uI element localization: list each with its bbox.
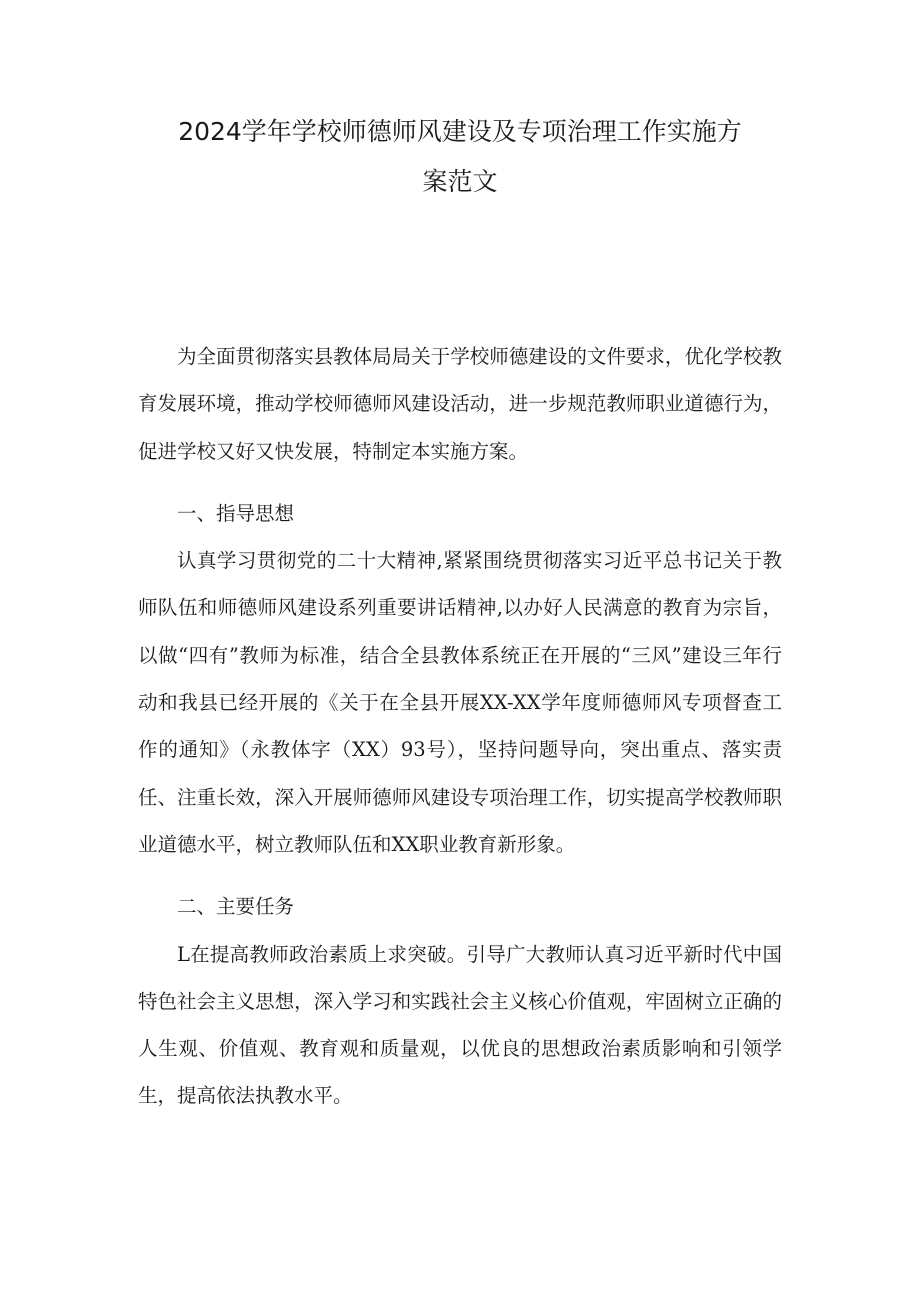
main-task-item-1: L在提高教师政治素质上求突破。引导广大教师认真习近平新时代中国特色社会主义思想，深入学习和实践社会主义核心价值观，牢固树立正确的人生观、价值观、教育观和质量观，以优良的思想政治素质影响和引领学生，提高依法执教水平。	[138, 942, 782, 1108]
guiding-ideology-paragraph: 认真学习贯彻党的二十大精神,紧紧围绕贯彻落实习近平总书记关于教师队伍和师德师风建设系列重要讲话精神,以办好人民满意的教育为宗旨，以做“四有”教师为标准，结合全县教体系统正在开展的“三风”建设三年行动和我县已经开展的《关于在全县开展XX-XX学年度师德师风专项督查工作的通知》（永教体字（XX）93号），坚持问题导向，突出重点、落实责任、注重长效，深入开展师德师风建设专项治理工作，切实提高学校教师职业道德水平，树立教师队伍和XX职业教育新形象。	[138, 549, 782, 856]
section-heading-main-tasks: 二、主要任务	[177, 895, 295, 919]
document-title	[120, 107, 800, 207]
title-line-1: 2024学年学校师德师风建设及专项治理工作实施方	[178, 117, 742, 146]
title-line-2: 案范文	[422, 167, 498, 196]
document-body	[138, 333, 782, 1120]
intro-paragraph: 为全面贯彻落实县教体局局关于学校师德建设的文件要求，优化学校教育发展环境，推动学校师德师风建设活动，进一步规范教师职业道德行为，促进学校又好又快发展，特制定本实施方案。	[138, 345, 782, 463]
section-heading-guiding-ideology: 一、指导思想	[177, 501, 295, 525]
